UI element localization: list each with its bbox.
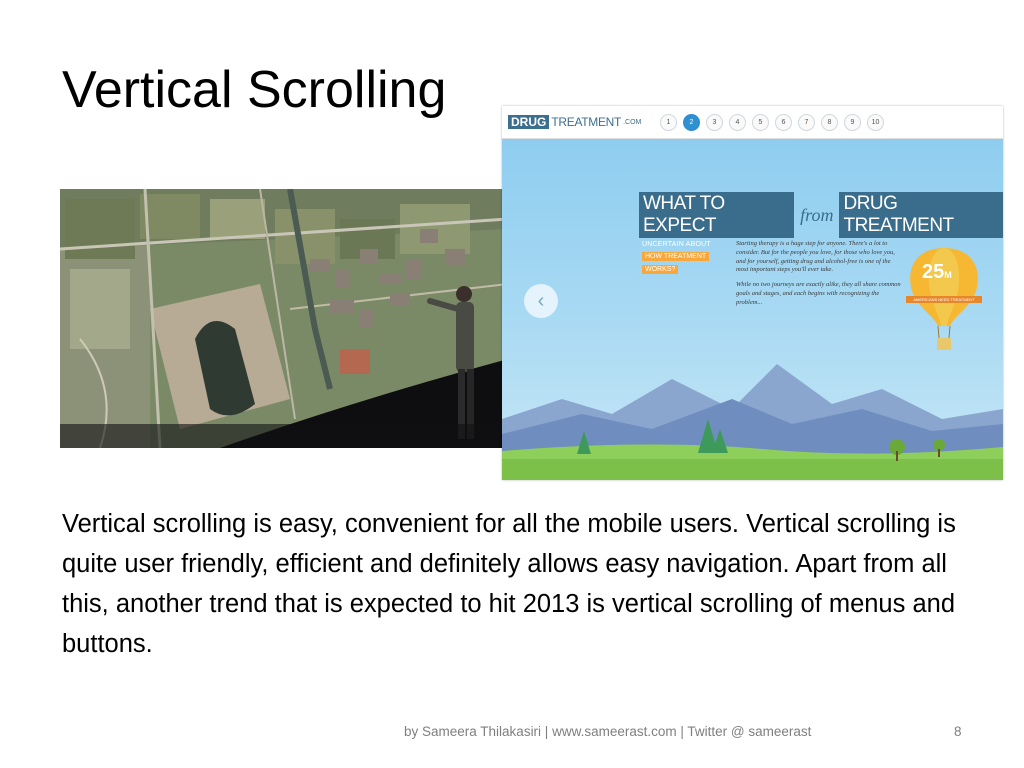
page-dot-5[interactable]: 5 (752, 114, 769, 131)
uncertain-label: UNCERTAIN ABOUT (642, 241, 711, 248)
slide-body-text: Vertical scrolling is easy, convenient for all the mobile users. Vertical scrolling is quite user friendly, efficient and definitely allows easy navigation. Apart from all this, another trend that is expected to hit 2013 is vertical scrolling of menus and buttons. (62, 510, 956, 658)
intro-paragraph-2: While no two journeys are exactly alike, they all share common goals and stages, and each begins with recognizing the problem... (736, 281, 901, 306)
logo-part-drug: DRUG (508, 115, 549, 129)
balloon-number-value: 25 (922, 261, 945, 283)
page-dot-6[interactable]: 6 (775, 114, 792, 131)
drugtreatment-logo[interactable] (508, 114, 641, 130)
balloon-band: AMERICANS NEED TREATMENT (906, 296, 982, 303)
slide-page-number: 8 (954, 724, 962, 739)
balloon-number-unit: M (944, 270, 952, 280)
headline-drug-treatment: DRUG TREATMENT (839, 192, 1003, 238)
page-dot-10[interactable]: 10 (867, 114, 884, 131)
page-dot-7[interactable]: 7 (798, 114, 815, 131)
website-header (502, 106, 1003, 139)
headline (639, 192, 1003, 238)
logo-suffix: .COM (623, 118, 642, 126)
mountain-landscape (502, 359, 1003, 480)
slide-title: Vertical Scrolling (62, 61, 447, 119)
prev-arrow-button[interactable] (524, 284, 558, 318)
drugtreatment-website-screenshot (502, 106, 1003, 480)
chevron-left-icon: ‹ (537, 289, 545, 312)
page-dot-1[interactable]: 1 (660, 114, 677, 131)
page-dots-nav (660, 114, 884, 131)
headline-what-to-expect: WHAT TO EXPECT (639, 192, 794, 238)
logo-part-treatment: TREATMENT (551, 115, 622, 129)
slide-footer: by Sameera Thilakasiri | www.sameerast.com | Twitter @ sameerast (404, 724, 812, 739)
aerial-map-photo (60, 189, 508, 448)
headline-from: from (800, 204, 834, 225)
page-dot-9[interactable]: 9 (844, 114, 861, 131)
works-tag[interactable]: WORKS? (642, 265, 678, 274)
page-dot-3[interactable]: 3 (706, 114, 723, 131)
intro-paragraph-1: Starting therapy is a huge step for anyone. There's a lot to consider. But for the people you love, for those who love you, and for yourself, getting drug and alcohol-free is one of the most important steps you'll ever take. (736, 240, 895, 274)
balloon-number (922, 261, 952, 284)
page-dot-2[interactable]: 2 (683, 114, 700, 131)
page-dot-8[interactable]: 8 (821, 114, 838, 131)
intro-paragraphs (736, 240, 901, 313)
page-dot-4[interactable]: 4 (729, 114, 746, 131)
uncertain-block (642, 241, 712, 274)
how-treatment-tag[interactable]: HOW TREATMENT (642, 252, 709, 261)
